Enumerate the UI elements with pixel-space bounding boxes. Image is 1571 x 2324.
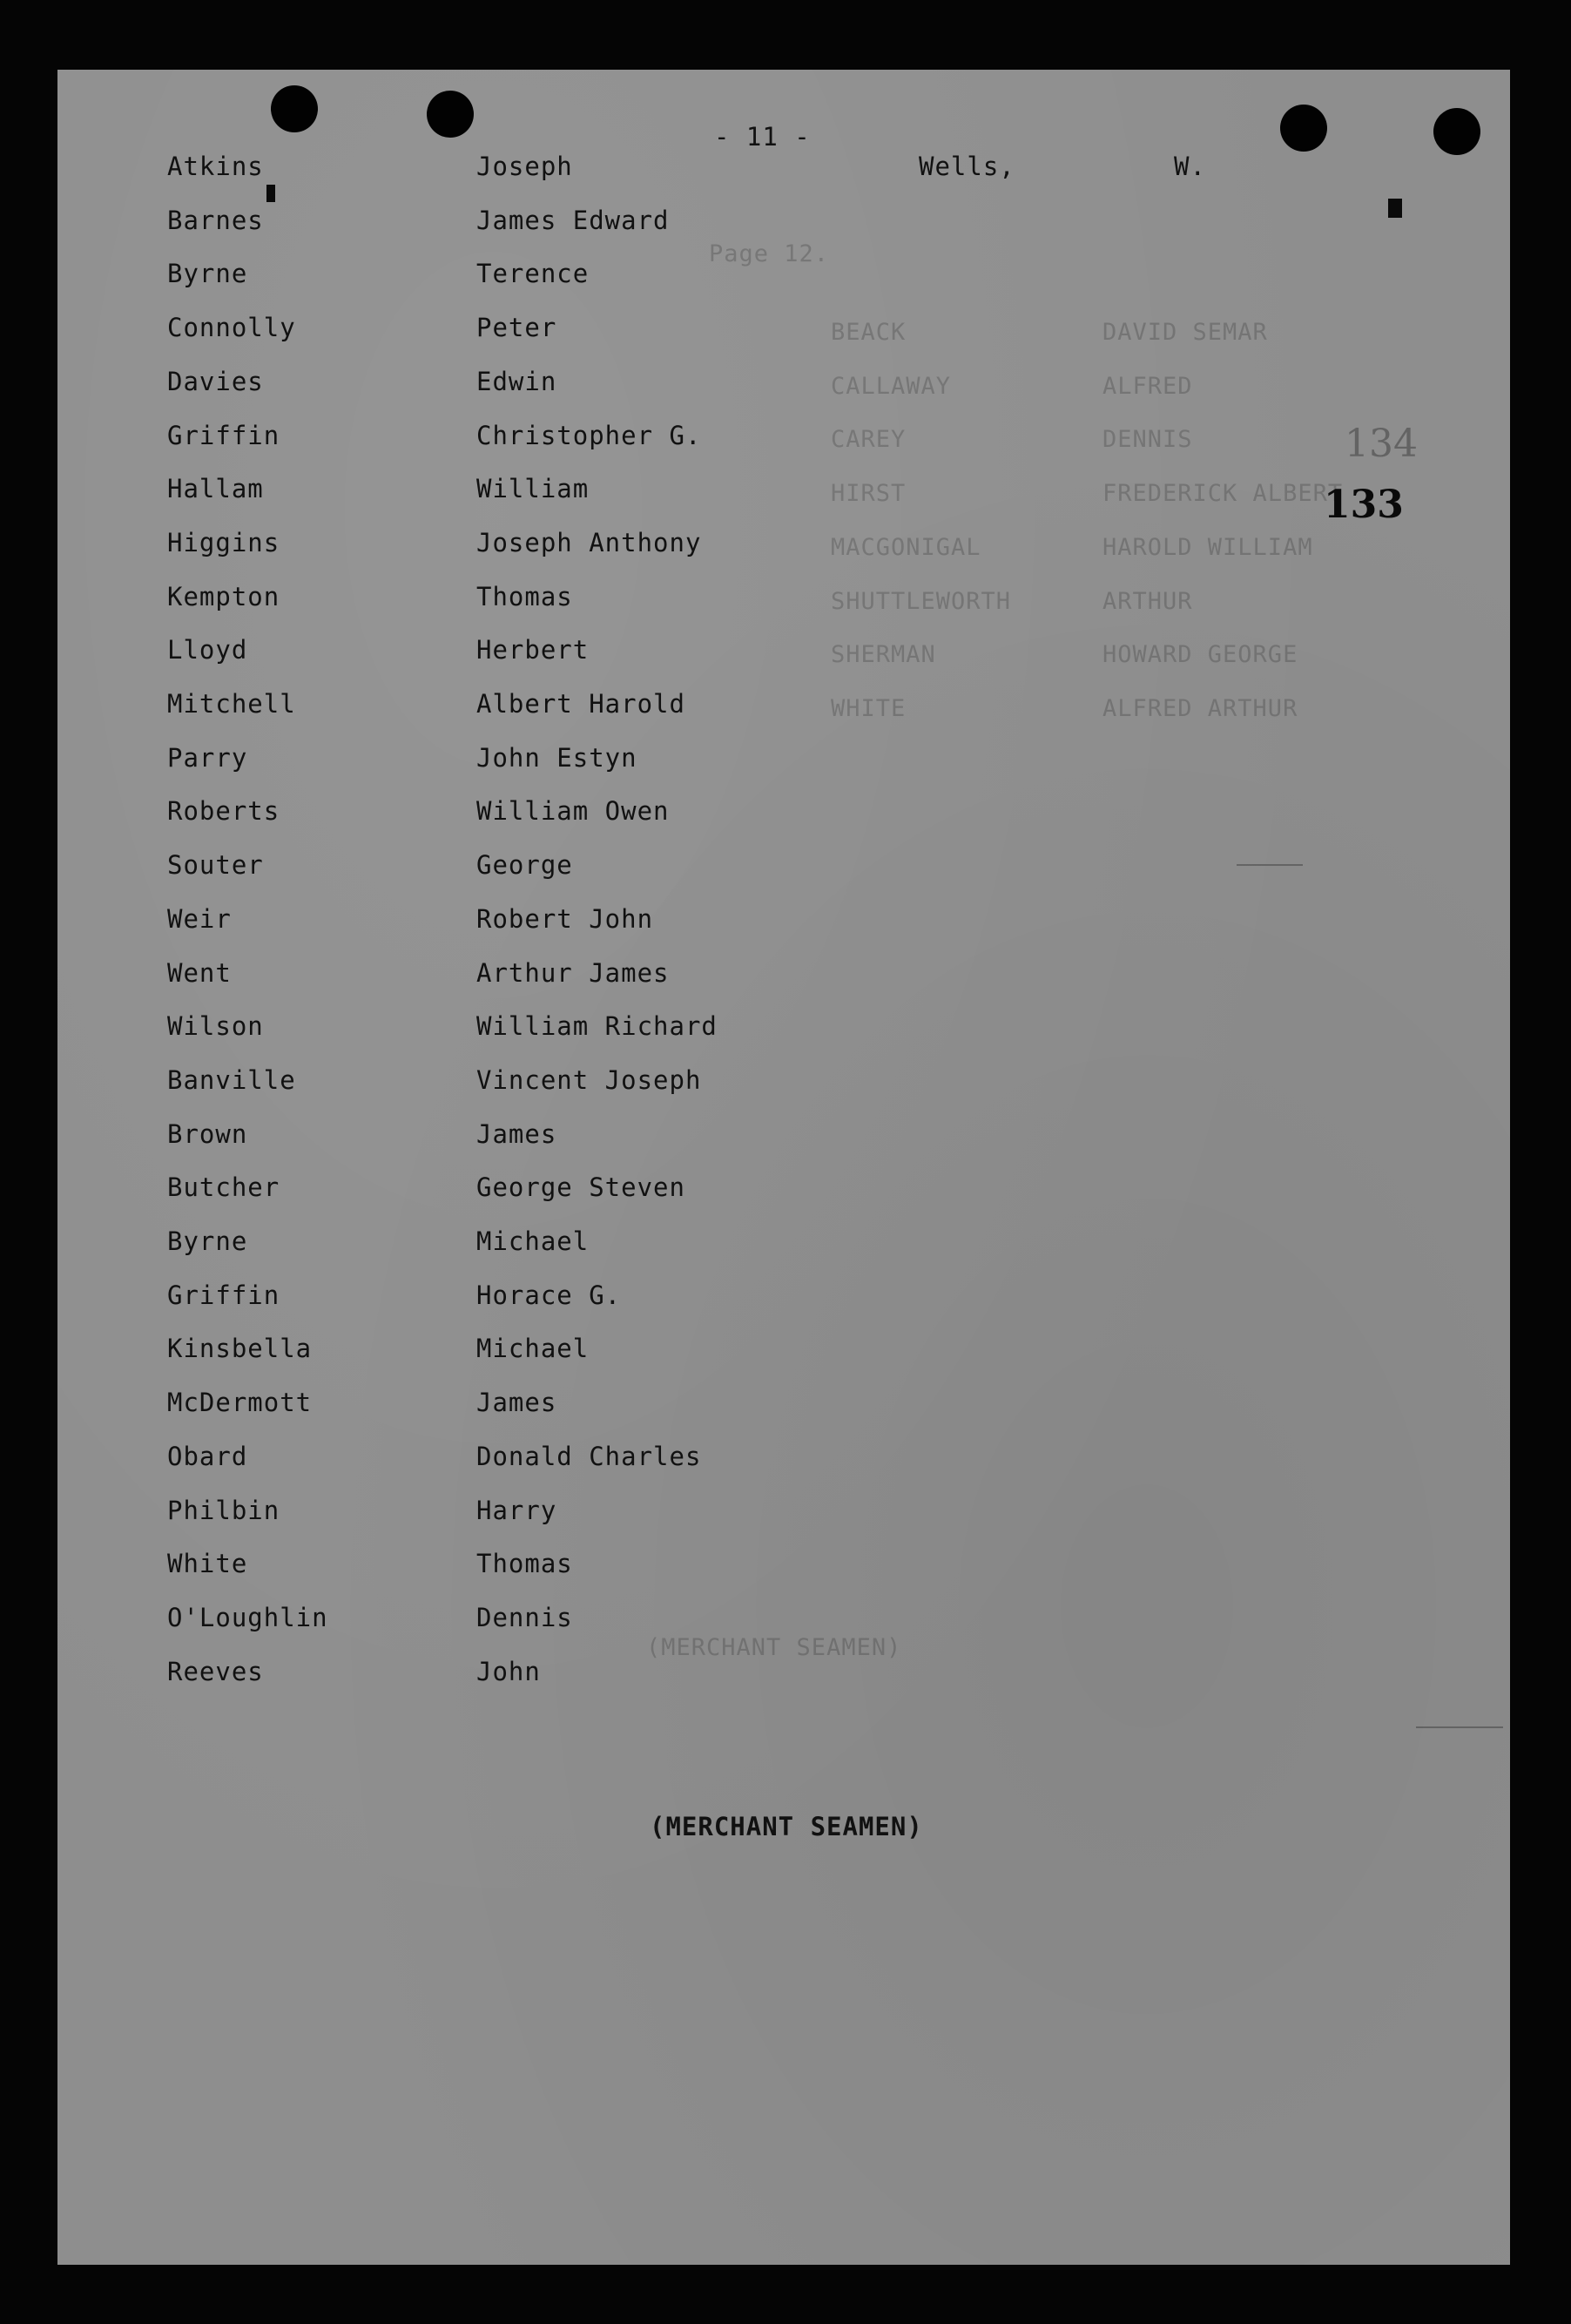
bleed-surname: WHITE — [831, 695, 907, 722]
given-names: Joseph — [476, 152, 573, 181]
surname: Mitchell — [167, 689, 296, 719]
punch-hole — [271, 85, 318, 132]
surname: Went — [167, 958, 232, 988]
ink-mark — [1388, 199, 1402, 218]
surname: O'Loughlin — [167, 1603, 328, 1632]
place-initial: W. — [1174, 152, 1206, 181]
given-names: Herbert — [476, 635, 590, 665]
given-names: Thomas — [476, 1549, 573, 1578]
surname: McDermott — [167, 1388, 313, 1417]
given-names: Thomas — [476, 582, 573, 611]
given-names: Michael — [476, 1334, 590, 1363]
surname: Davies — [167, 367, 264, 396]
given-names: James Edward — [476, 206, 670, 235]
surname: Reeves — [167, 1657, 264, 1686]
punch-hole — [427, 91, 474, 138]
bleed-surname: CAREY — [831, 426, 907, 453]
bleed-given: ALFRED ARTHUR — [1102, 695, 1298, 722]
punch-hole — [1433, 108, 1480, 155]
bleed-given: ALFRED — [1102, 373, 1193, 400]
place-name: Wells, — [919, 152, 1015, 181]
bleed-given: HOWARD GEORGE — [1102, 641, 1298, 668]
surname: White — [167, 1549, 248, 1578]
given-names: Edwin — [476, 367, 557, 396]
given-names: Horace G. — [476, 1280, 622, 1310]
given-names: Donald Charles — [476, 1442, 702, 1471]
bleed-given: FREDERICK ALBERT — [1102, 480, 1344, 507]
surname: Barnes — [167, 206, 264, 235]
given-names: Christopher G. — [476, 421, 702, 450]
document-page — [57, 70, 1510, 2265]
surname: Souter — [167, 850, 264, 880]
surname: Kinsbella — [167, 1334, 313, 1363]
given-names: William Richard — [476, 1011, 718, 1041]
bleed-surname: SHUTTLEWORTH — [831, 588, 1012, 615]
surname: Brown — [167, 1119, 248, 1149]
given-names: Arthur James — [476, 958, 670, 988]
given-names: Albert Harold — [476, 689, 685, 719]
given-names: Terence — [476, 259, 590, 288]
given-names: Joseph Anthony — [476, 528, 702, 557]
given-names: George Steven — [476, 1172, 685, 1202]
surname: Griffin — [167, 1280, 280, 1310]
surname: Parry — [167, 743, 248, 773]
surname: Byrne — [167, 1226, 248, 1256]
surname: Higgins — [167, 528, 280, 557]
page-number: - 11 - — [714, 122, 811, 152]
ink-mark — [266, 185, 275, 202]
surname: Lloyd — [167, 635, 248, 665]
given-names: John — [476, 1657, 541, 1686]
surname: Weir — [167, 904, 232, 934]
given-names: James — [476, 1388, 557, 1417]
bleed-given: ARTHUR — [1102, 588, 1193, 615]
bleed-given: HAROLD WILLIAM — [1102, 534, 1313, 561]
surname: Kempton — [167, 582, 280, 611]
surname: Atkins — [167, 152, 264, 181]
bleed-footer: (MERCHANT SEAMEN) — [646, 1634, 902, 1661]
given-names: George — [476, 850, 573, 880]
given-names: Harry — [476, 1496, 557, 1525]
page-stamp: 133 — [1324, 483, 1404, 527]
surname: Obard — [167, 1442, 248, 1471]
bleed-surname: BEACK — [831, 319, 907, 346]
bleed-surname: HIRST — [831, 480, 907, 507]
surname: Banville — [167, 1065, 296, 1095]
surname: Roberts — [167, 796, 280, 826]
surname: Wilson — [167, 1011, 264, 1041]
bleed-given: DAVID SEMAR — [1102, 319, 1268, 346]
given-names: John Estyn — [476, 743, 637, 773]
bleed-surname: CALLAWAY — [831, 373, 952, 400]
surname: Connolly — [167, 313, 296, 342]
bleed-surname: MACGONIGAL — [831, 534, 981, 561]
surname: Byrne — [167, 259, 248, 288]
surname: Hallam — [167, 474, 264, 503]
given-names: Robert John — [476, 904, 654, 934]
given-names: Dennis — [476, 1603, 573, 1632]
given-names: Vincent Joseph — [476, 1065, 702, 1095]
surname: Philbin — [167, 1496, 280, 1525]
given-names: Peter — [476, 313, 557, 342]
faint-dash — [1237, 864, 1303, 866]
faint-dash — [1416, 1726, 1503, 1728]
surname: Butcher — [167, 1172, 280, 1202]
given-names: William — [476, 474, 590, 503]
surname: Griffin — [167, 421, 280, 450]
bleed-page-note: Page 12. — [709, 240, 830, 267]
given-names: James — [476, 1119, 557, 1149]
bleed-given: DENNIS — [1102, 426, 1193, 453]
faint-page-stamp: 134 — [1345, 422, 1418, 466]
given-names: Michael — [476, 1226, 590, 1256]
bleed-surname: SHERMAN — [831, 641, 936, 668]
footer-note: (MERCHANT SEAMEN) — [650, 1812, 923, 1841]
given-names: William Owen — [476, 796, 670, 826]
punch-hole — [1280, 105, 1327, 152]
